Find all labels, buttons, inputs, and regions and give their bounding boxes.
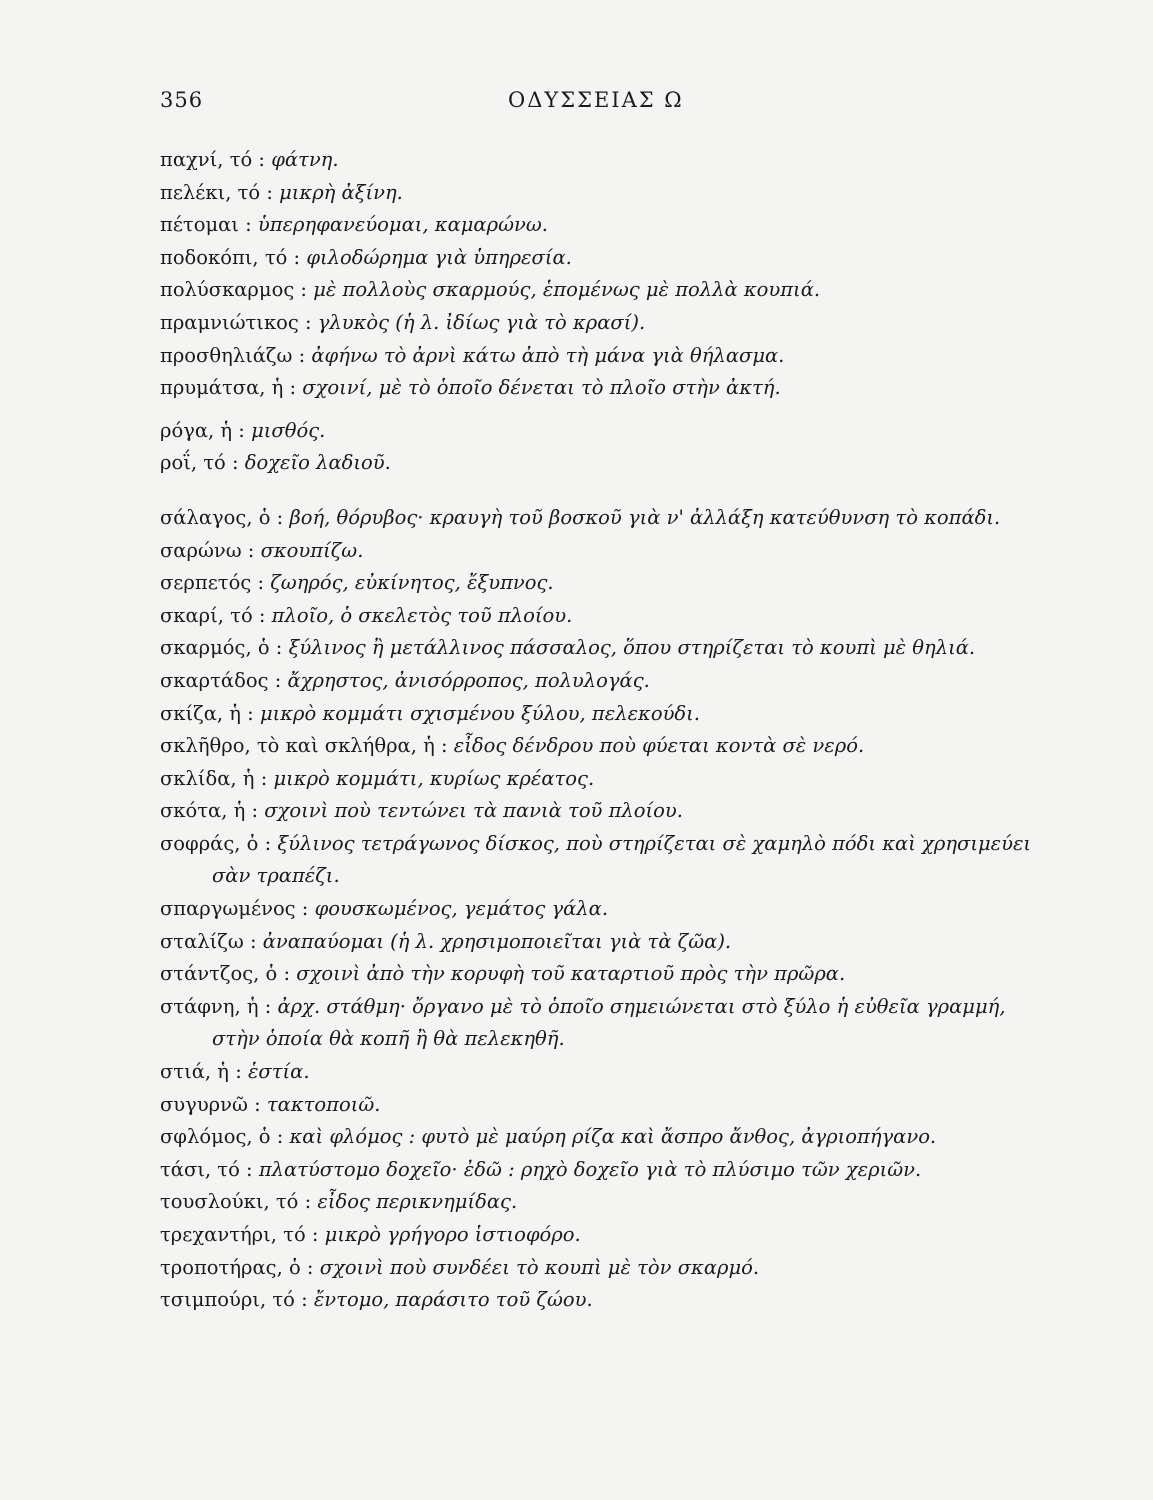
glossary-entry — [160, 372, 1020, 405]
entry-term: στάντζος, ὁ — [160, 962, 278, 986]
entry-separator: : — [292, 343, 312, 367]
entry-separator: : — [239, 1157, 259, 1181]
entry-term: τροποτήρας, ὁ — [160, 1255, 301, 1279]
entry-definition: σχοινὶ ἀπὸ τὴν κορυφὴ τοῦ καταρτιοῦ πρὸς τὴν πρῶρα. — [296, 962, 846, 986]
glossary-entries — [160, 144, 1032, 1317]
entry-definition: ζωηρός, εὐκίνητος, ἔξυπνος. — [270, 571, 554, 595]
entry-term: τσιμπούρι, τό — [160, 1288, 295, 1312]
entry-separator: : — [247, 1092, 267, 1116]
entry-definition: σκουπίζω. — [260, 538, 364, 562]
glossary-entry — [160, 177, 1020, 210]
entry-definition: ὑπερηφανεύομαι, καμαρώνω. — [257, 213, 548, 237]
glossary-entry — [160, 1121, 1020, 1154]
entry-definition: ἄχρηστος, ἀνισόρροπος, πολυλογάς. — [287, 668, 650, 692]
glossary-entry — [160, 698, 1020, 731]
glossary-entry — [160, 958, 1020, 991]
entry-separator: : — [225, 451, 245, 475]
entry-separator: : — [260, 180, 280, 204]
entry-term: σερπετός — [160, 571, 252, 595]
glossary-entry — [160, 1284, 1020, 1317]
entry-separator: : — [268, 668, 288, 692]
entry-term: σάλαγος, ὁ — [160, 505, 271, 529]
entry-term: σκότα, ἡ — [160, 799, 246, 823]
entry-separator: : — [305, 1223, 325, 1246]
entry-separator: : — [240, 701, 260, 725]
glossary-entry — [160, 763, 1020, 796]
entry-definition: φιλοδώρημα γιὰ ὑπηρεσία. — [306, 245, 572, 269]
glossary-entry — [160, 893, 1020, 926]
entry-definition: σχοινί, μὲ τὸ ὁποῖο δένεται τὸ πλοῖο στὴν ἀκτή. — [302, 376, 781, 400]
entry-term: πελέκι, τό — [160, 180, 261, 204]
entry-term: σταλίζω — [160, 929, 244, 953]
entry-definition: ἑστία. — [247, 1060, 310, 1084]
entry-definition: φάτνη. — [271, 148, 339, 171]
glossary-entry — [160, 415, 1020, 448]
entry-separator: : — [241, 538, 261, 562]
entry-term: σφλόμος, ὁ — [160, 1125, 271, 1149]
entry-separator: : — [294, 1288, 314, 1312]
entry-term: σκαρμός, ὁ — [160, 636, 270, 660]
entry-term: στιά, ἡ — [160, 1060, 229, 1084]
glossary-entry — [160, 665, 1020, 698]
glossary-entry — [160, 1219, 1020, 1252]
entry-separator: : — [270, 505, 290, 529]
entry-term: σκίζα, ἡ — [160, 701, 241, 725]
entry-definition: μικρὸ κομμάτι, κυρίως κρέατος. — [273, 766, 595, 790]
entry-term: τάσι, τό — [160, 1157, 240, 1181]
entry-definition: καὶ φλόμος : φυτὸ μὲ μαύρη ρίζα καὶ ἄσπρο ἄνθος, ἀγριοπήγανο. — [289, 1125, 937, 1149]
glossary-entry — [160, 567, 1020, 600]
entry-separator: : — [252, 603, 272, 627]
entry-definition: ἀρχ. στάθμη· ὄργανο μὲ τὸ ὁποῖο σημειώνεται στὸ ξύλο ἡ εὐθεῖα γραμμή, — [277, 994, 1006, 1018]
running-title: ΟΔΥΣΣΕΙΑΣ Ω — [508, 88, 684, 112]
entry-term: πέτομαι — [160, 213, 239, 237]
page-number: 356 — [160, 88, 204, 112]
entry-definition: πλοῖο, ὁ σκελετὸς τοῦ πλοίου. — [271, 603, 573, 627]
glossary-entry — [160, 828, 1032, 893]
entry-term: σοφράς, ὁ — [160, 831, 259, 855]
glossary-entry — [160, 535, 1020, 568]
entry-term: τουσλούκι, τό — [160, 1190, 299, 1214]
entry-separator: : — [295, 897, 315, 921]
entry-term: στάφνη, ἡ — [160, 994, 259, 1018]
entry-separator: : — [238, 213, 258, 237]
entry-definition: μισθός. — [251, 418, 326, 442]
entry-separator: : — [298, 1190, 318, 1214]
glossary-entry — [160, 502, 1020, 535]
entry-separator: : — [294, 278, 314, 302]
entry-definition: φουσκωμένος, γεμάτος γάλα. — [314, 897, 609, 921]
entry-term: σκαρτάδος — [160, 668, 269, 692]
entry-separator: : — [269, 636, 289, 660]
entry-separator: : — [232, 418, 252, 442]
glossary-entry — [160, 209, 1020, 242]
entry-definition: εἶδος περικνημίδας. — [317, 1190, 518, 1214]
glossary-entry — [160, 1186, 1020, 1219]
glossary-entry — [160, 730, 1020, 763]
glossary-entry — [160, 1056, 1020, 1089]
entry-separator: : — [283, 376, 303, 400]
glossary-entry — [160, 1252, 1020, 1285]
glossary-entry — [160, 926, 1020, 959]
entry-term: σαρώνω — [160, 538, 242, 562]
entry-definition: μικρὴ ἀξίνη. — [279, 180, 403, 204]
glossary-entry — [160, 144, 1020, 177]
entry-definition: βοή, θόρυβος· κραυγὴ τοῦ βοσκοῦ γιὰ ν' ἀλλάξη κατεύθυνση τὸ κοπάδι. — [289, 505, 1001, 529]
entry-separator: : — [287, 245, 307, 269]
entry-term: σπαργωμένος — [160, 897, 296, 921]
entry-term: παχνί, τό — [160, 148, 253, 171]
entry-definition: τακτοποιῶ. — [266, 1092, 381, 1116]
glossary-entry — [160, 1154, 1020, 1187]
entry-definition: ξύλινος τετράγωνος δίσκος, ποὺ στηρίζεται σὲ χαμηλὸ πόδι καὶ χρησιμεύει — [277, 831, 1032, 855]
entry-term: προσθηλιάζω — [160, 343, 293, 367]
entry-definition: ἀναπαύομαι (ἡ λ. χρησιμοποιεῖται γιὰ τὰ ζῶα). — [262, 929, 732, 953]
entry-separator: : — [243, 929, 263, 953]
glossary-entry — [160, 632, 1020, 665]
entry-term: ροΐ, τό — [160, 451, 226, 475]
entry-definition: ἔντομο, παράσιτο τοῦ ζώου. — [313, 1288, 593, 1312]
glossary-entry — [160, 274, 1020, 307]
entry-definition: εἶδος δένδρου ποὺ φύεται κοντὰ σὲ νερό. — [453, 734, 865, 758]
entry-definition: μὲ πολλοὺς σκαρμούς, ἑπομένως μὲ πολλὰ κουπιά. — [313, 278, 821, 302]
glossary-entry — [160, 340, 1020, 373]
entry-definition-continuation: σὰν τραπέζι. — [212, 864, 340, 888]
entry-definition: ξύλινος ἢ μετάλλινος πάσσαλος, ὅπου στηρίζεται τὸ κουπὶ μὲ θηλιά. — [288, 636, 976, 660]
entry-term: ρόγα, ἡ — [160, 418, 233, 442]
entry-separator: : — [254, 766, 274, 790]
glossary-entry — [160, 242, 1020, 275]
entry-separator: : — [270, 1125, 290, 1149]
entry-term: συγυρνῶ — [160, 1092, 248, 1116]
entry-definition: σχοινὶ ποὺ συνδέει τὸ κουπὶ μὲ τὸν σκαρμό. — [319, 1255, 760, 1279]
entry-separator: : — [434, 734, 454, 758]
entry-separator: : — [258, 994, 278, 1018]
entry-term: πρυμάτσα, ἡ — [160, 376, 284, 400]
entry-term: πολύσκαρμος — [160, 278, 295, 302]
glossary-entry — [160, 1089, 1020, 1122]
entry-term: σκλίδα, ἡ — [160, 766, 255, 790]
entry-definition-continuation: στὴν ὁποία θὰ κοπῆ ἢ θὰ πελεκηθῆ. — [212, 1027, 565, 1051]
entry-definition: μικρὸ γρήγορο ἱστιοφόρο. — [324, 1223, 581, 1246]
entry-separator: : — [300, 1255, 320, 1279]
glossary-entry — [160, 600, 1020, 633]
entry-term: τρεχαντήρι, τό — [160, 1223, 306, 1246]
entry-term: ποδοκόπι, τό — [160, 245, 288, 269]
entry-separator: : — [245, 799, 265, 823]
entry-separator: : — [229, 1060, 248, 1084]
entry-separator: : — [298, 310, 318, 334]
entry-definition: δοχεῖο λαδιοῦ. — [244, 451, 391, 475]
entry-separator: : — [251, 571, 271, 595]
page-header — [160, 88, 1020, 118]
glossary-entry — [160, 447, 1020, 480]
entry-separator: : — [277, 962, 297, 986]
glossary-entry — [160, 991, 1020, 1056]
glossary-entry — [160, 795, 1020, 828]
entry-term: σκλῆθρο, τὸ καὶ σκλήθρα, ἡ — [160, 734, 435, 758]
entry-separator: : — [252, 148, 272, 171]
entry-term: σκαρί, τό — [160, 603, 253, 627]
entry-term: πραμνιώτικος — [160, 310, 299, 334]
entry-definition: μικρὸ κομμάτι σχισμένου ξύλου, πελεκούδι. — [259, 701, 701, 725]
entry-definition: γλυκὸς (ἡ λ. ἰδίως γιὰ τὸ κρασί). — [317, 310, 646, 334]
entry-definition: ἀφήνω τὸ ἀρνὶ κάτω ἀπὸ τὴ μάνα γιὰ θήλασμα. — [311, 343, 785, 367]
entry-separator: : — [258, 831, 278, 855]
entry-definition: πλατύστομο δοχεῖο· ἐδῶ : ρηχὸ δοχεῖο γιὰ τὸ πλύσιμο τῶν χεριῶν. — [258, 1157, 922, 1181]
entry-definition: σχοινὶ ποὺ τεντώνει τὰ πανιὰ τοῦ πλοίου. — [264, 799, 683, 823]
glossary-entry — [160, 307, 1020, 340]
